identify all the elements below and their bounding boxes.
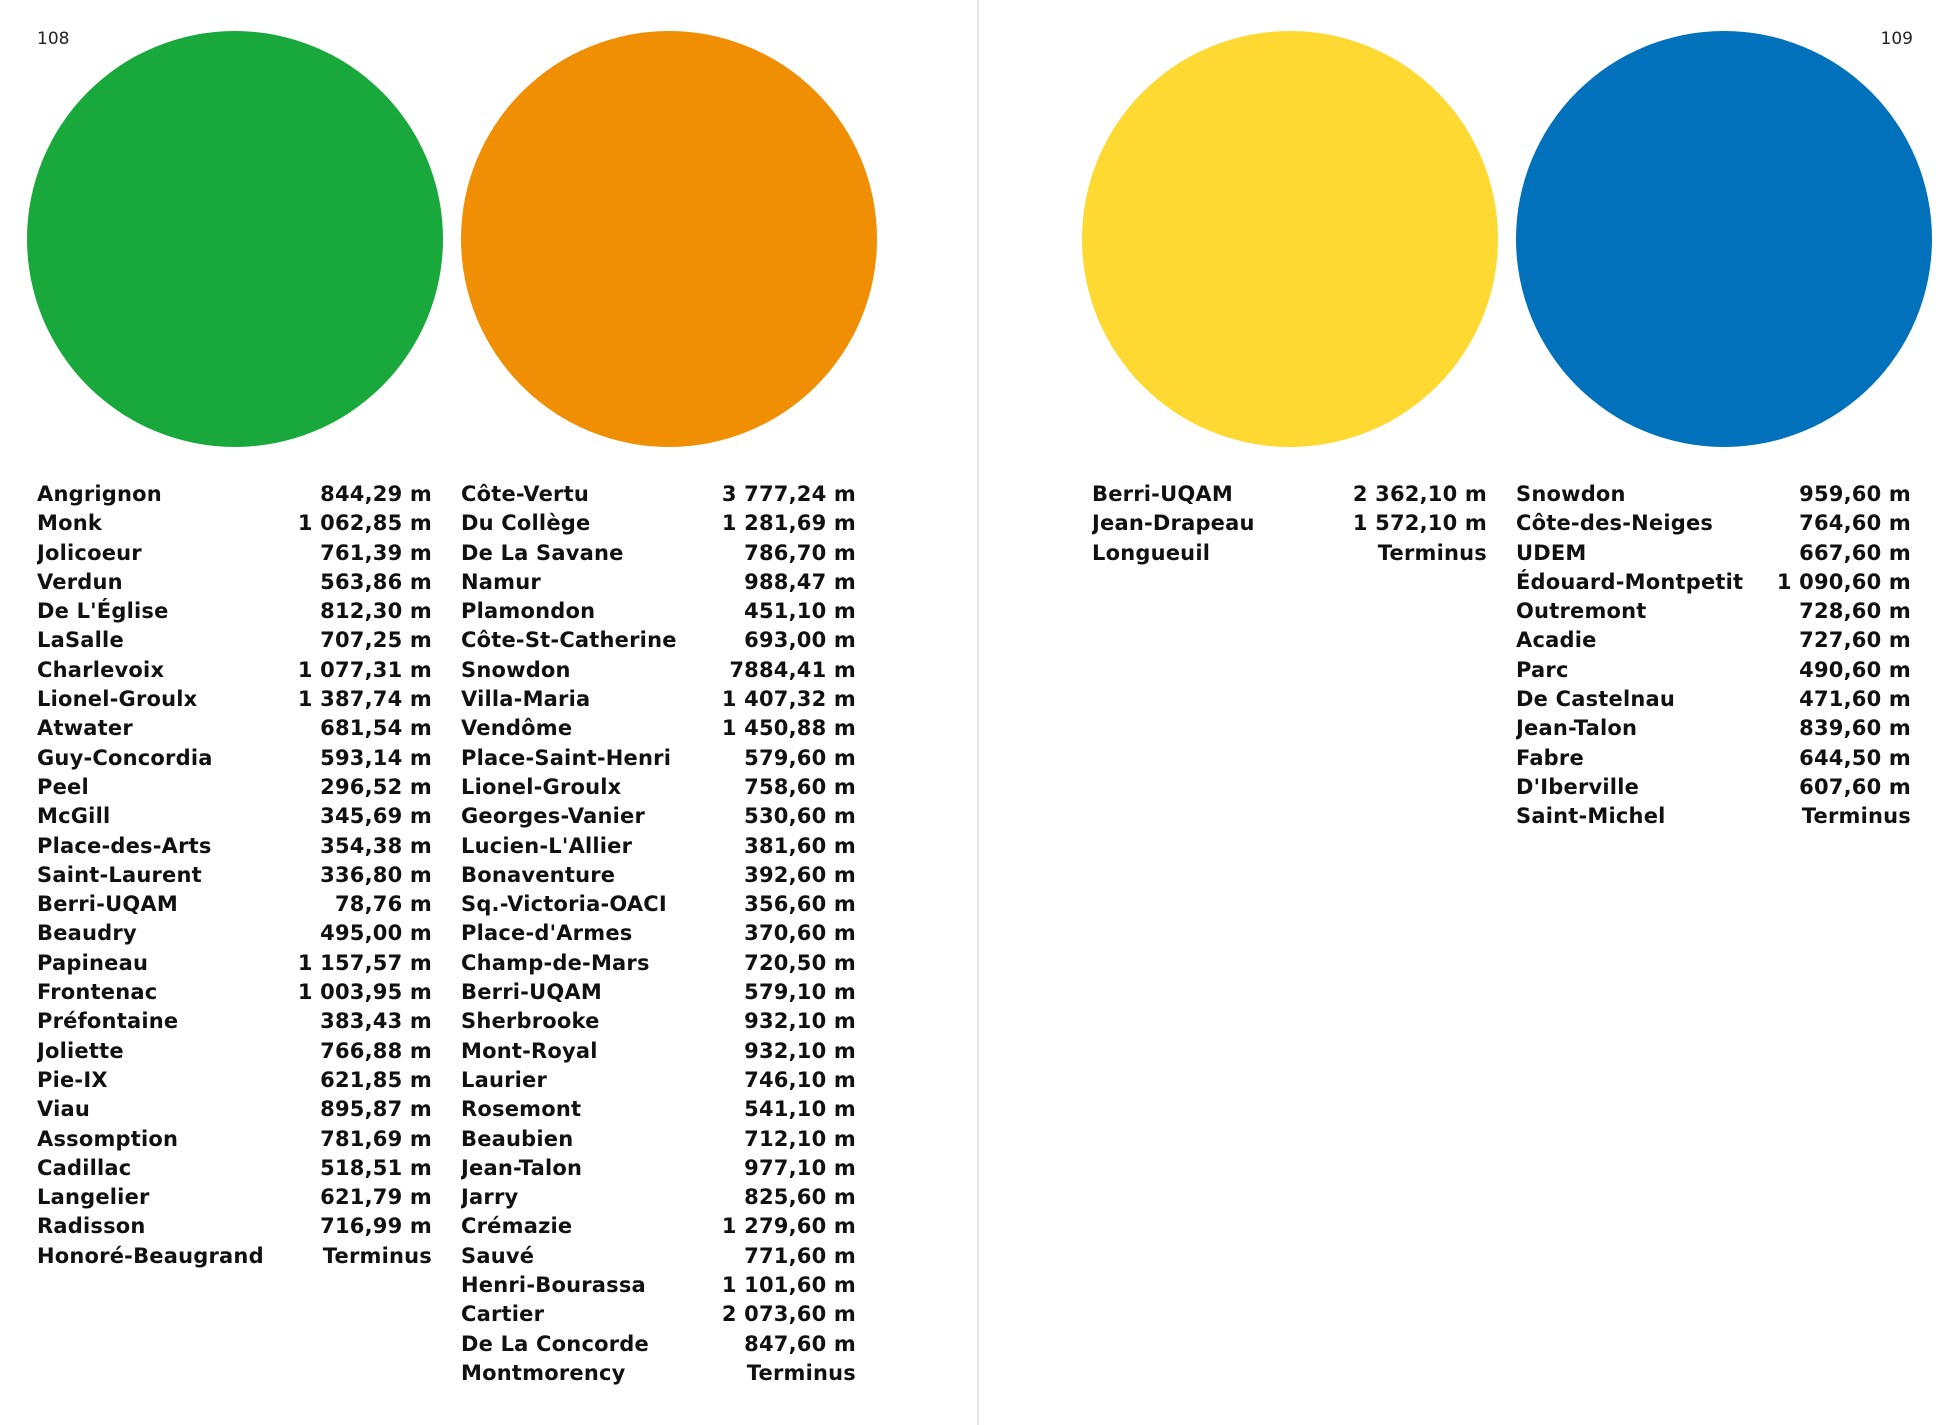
station-name: Montmorency [461,1360,626,1385]
station-name: Honoré-Beaugrand [37,1243,264,1268]
station-distance: 720,50 m [744,950,856,975]
station-row [1516,597,1911,626]
station-distance: 1 450,88 m [721,716,856,741]
station-distance: 758,60 m [744,774,856,799]
station-row [461,1242,856,1271]
station-distance: 781,69 m [320,1126,432,1151]
station-distance: 746,10 m [744,1067,856,1092]
station-distance: 932,10 m [744,1009,856,1034]
station-distance: 1 407,32 m [721,687,856,712]
station-row [1516,802,1911,831]
station-row [37,802,432,831]
station-row [37,978,432,1007]
station-row [1092,480,1487,509]
station-row [1516,509,1911,538]
station-name: Jean-Talon [1516,716,1638,741]
station-name: Henri-Bourassa [461,1273,646,1298]
line-1-circle [461,31,877,447]
station-distance: 2 073,60 m [721,1302,856,1327]
station-name: Atwater [37,716,133,741]
station-row [461,685,856,714]
station-distance: 1 062,85 m [297,511,432,536]
station-row [37,861,432,890]
station-name: Vendôme [461,716,573,741]
station-distance: 839,60 m [1799,716,1911,741]
station-row [37,1242,432,1271]
station-name: Côte-St-Catherine [461,628,677,653]
station-row [37,626,432,655]
station-distance: 345,69 m [320,804,432,829]
station-name: Cartier [461,1302,545,1327]
station-row [461,597,856,626]
station-name: Mont-Royal [461,1038,598,1063]
station-name: Assomption [37,1126,179,1151]
station-row [37,1095,432,1124]
station-distance: 786,70 m [744,540,856,565]
line-2-station-list [1092,480,1487,568]
station-row [461,773,856,802]
station-name: Fabre [1516,745,1584,770]
station-distance: 370,60 m [744,921,856,946]
station-row [37,1007,432,1036]
station-name: Saint-Laurent [37,862,202,887]
station-row [461,656,856,685]
station-distance: 728,60 m [1799,599,1911,624]
station-name: Outremont [1516,599,1647,624]
station-name: Guy-Concordia [37,745,213,770]
station-name: Préfontaine [37,1009,179,1034]
station-distance: 977,10 m [744,1155,856,1180]
station-name: Place-Saint-Henri [461,745,672,770]
station-row [1516,480,1911,509]
station-name: Crémazie [461,1214,573,1239]
station-row [461,949,856,978]
station-distance: 1 387,74 m [297,687,432,712]
station-distance: 716,99 m [320,1214,432,1239]
station-distance: 336,80 m [320,862,432,887]
station-distance: 707,25 m [320,628,432,653]
station-row [37,480,432,509]
station-distance: 761,39 m [320,540,432,565]
station-name: Longueuil [1092,540,1211,565]
station-row [37,509,432,538]
station-row [37,714,432,743]
station-name: Acadie [1516,628,1597,653]
station-name: Lionel-Groulx [37,687,198,712]
station-name: Rosemont [461,1097,582,1122]
station-distance: 593,14 m [320,745,432,770]
station-row [461,1037,856,1066]
station-distance: 1 572,10 m [1352,511,1487,536]
station-name: Radisson [37,1214,146,1239]
station-row [461,1271,856,1300]
station-distance: 847,60 m [744,1331,856,1356]
station-distance: 296,52 m [320,774,432,799]
station-name: Villa-Maria [461,687,591,712]
station-name: Sauvé [461,1243,535,1268]
station-name: Jarry [461,1185,519,1210]
station-row [37,685,432,714]
station-name: Jean-Drapeau [1092,511,1255,536]
station-name: Snowdon [1516,482,1626,506]
station-distance: 667,60 m [1799,540,1911,565]
station-row [461,861,856,890]
station-distance: 579,60 m [744,745,856,770]
station-name: Plamondon [461,599,596,624]
station-name: Peel [37,774,89,799]
station-distance: 530,60 m [744,804,856,829]
station-row [1516,714,1911,743]
station-distance: Terminus [746,1360,856,1385]
station-row [461,1125,856,1154]
station-distance: 1 077,31 m [297,657,432,682]
station-row [37,1183,432,1212]
station-row [37,773,432,802]
station-distance: 356,60 m [744,892,856,917]
station-name: Édouard-Montpetit [1516,569,1744,594]
station-row [461,626,856,655]
station-row [37,597,432,626]
station-row [1516,539,1911,568]
station-name: Langelier [37,1185,150,1210]
station-row [1092,509,1487,538]
station-distance: 78,76 m [334,892,432,917]
station-row [37,1212,432,1241]
station-distance: 1 281,69 m [721,511,856,536]
station-distance: 895,87 m [320,1097,432,1122]
station-distance: 771,60 m [744,1243,856,1268]
station-row [461,480,856,509]
station-distance: 1 090,60 m [1776,569,1911,594]
station-distance: 825,60 m [744,1185,856,1210]
station-row [461,1154,856,1183]
station-row [37,539,432,568]
station-distance: 932,10 m [744,1038,856,1063]
station-distance: 1 003,95 m [297,980,432,1005]
station-distance: Terminus [1377,540,1487,565]
station-row [1092,539,1487,568]
station-name: De La Savane [461,540,624,565]
station-name: Cadillac [37,1155,132,1180]
station-row [461,568,856,597]
station-name: Frontenac [37,980,158,1005]
page-gutter [977,0,979,1425]
station-distance: 3 777,24 m [721,482,856,506]
station-row [1516,656,1911,685]
line-0-station-list [37,480,432,1271]
station-distance: 381,60 m [744,833,856,858]
station-row [37,919,432,948]
station-distance: 844,29 m [320,482,432,506]
line-1-station-list [461,480,856,1388]
station-distance: 988,47 m [744,569,856,594]
station-name: Place-des-Arts [37,833,212,858]
station-distance: 518,51 m [320,1155,432,1180]
station-distance: 644,50 m [1799,745,1911,770]
station-distance: 766,88 m [320,1038,432,1063]
station-name: Côte-des-Neiges [1516,511,1714,536]
station-row [461,1007,856,1036]
station-name: Beaubien [461,1126,574,1151]
station-name: Lionel-Groulx [461,774,622,799]
station-distance: 621,85 m [320,1067,432,1092]
station-row [461,744,856,773]
station-distance: 681,54 m [320,716,432,741]
line-0-circle [27,31,443,447]
station-row [461,539,856,568]
station-row [37,1154,432,1183]
station-name: Champ-de-Mars [461,950,650,975]
station-row [37,832,432,861]
station-row [461,919,856,948]
station-name: Pie-IX [37,1067,108,1092]
station-row [1516,773,1911,802]
station-row [37,949,432,978]
station-distance: 490,60 m [1799,657,1911,682]
station-distance: Terminus [1801,804,1911,829]
station-distance: 383,43 m [320,1009,432,1034]
station-row [37,1066,432,1095]
station-name: Du Collège [461,511,591,536]
page-number-right: 109 [1880,29,1913,49]
station-distance: Terminus [322,1243,432,1268]
station-distance: 451,10 m [744,599,856,624]
station-distance: 607,60 m [1799,774,1911,799]
station-distance: 693,00 m [744,628,856,653]
station-name: Berri-UQAM [461,980,602,1005]
station-name: Papineau [37,950,149,975]
station-name: LaSalle [37,628,124,653]
station-distance: 354,38 m [320,833,432,858]
station-row [461,802,856,831]
station-distance: 471,60 m [1799,687,1911,712]
station-distance: 764,60 m [1799,511,1911,536]
station-distance: 1 279,60 m [721,1214,856,1239]
station-row [37,744,432,773]
station-name: Berri-UQAM [1092,482,1233,506]
station-row [37,1125,432,1154]
station-distance: 812,30 m [320,599,432,624]
station-row [461,832,856,861]
line-2-circle [1082,31,1498,447]
station-name: Jean-Talon [461,1155,583,1180]
station-name: De Castelnau [1516,687,1676,712]
station-name: Monk [37,511,103,536]
station-row [461,1330,856,1359]
station-row [461,890,856,919]
station-name: Berri-UQAM [37,892,178,917]
station-name: Sherbrooke [461,1009,600,1034]
station-name: Côte-Vertu [461,482,589,506]
station-name: Charlevoix [37,657,165,682]
station-distance: 579,10 m [744,980,856,1005]
station-row [37,568,432,597]
station-name: Viau [37,1097,91,1122]
station-row [461,714,856,743]
station-distance: 2 362,10 m [1352,482,1487,506]
line-3-circle [1516,31,1932,447]
station-name: Parc [1516,657,1569,682]
station-distance: 712,10 m [744,1126,856,1151]
station-row [37,1037,432,1066]
station-row [461,978,856,1007]
station-name: Beaudry [37,921,137,946]
station-row [1516,568,1911,597]
page-number-left: 108 [37,29,70,49]
station-row [461,1066,856,1095]
station-name: Saint-Michel [1516,804,1666,829]
station-name: Lucien-L'Allier [461,833,633,858]
station-distance: 727,60 m [1799,628,1911,653]
station-name: Joliette [37,1038,124,1063]
station-name: De La Concorde [461,1331,649,1356]
station-row [461,1359,856,1388]
station-row [461,1212,856,1241]
station-distance: 1 101,60 m [721,1273,856,1298]
station-row [37,656,432,685]
station-row [37,890,432,919]
station-row [461,1183,856,1212]
station-row [1516,744,1911,773]
station-row [461,1095,856,1124]
station-name: McGill [37,804,111,829]
station-name: Sq.-Victoria-OACI [461,892,667,917]
station-distance: 392,60 m [744,862,856,887]
station-name: Jolicoeur [37,540,142,565]
station-name: Laurier [461,1067,548,1092]
station-name: D'Iberville [1516,774,1640,799]
station-distance: 621,79 m [320,1185,432,1210]
station-distance: 7884,41 m [729,657,856,682]
station-distance: 959,60 m [1799,482,1911,506]
station-name: Georges-Vanier [461,804,646,829]
station-name: Snowdon [461,657,571,682]
station-row [461,1300,856,1329]
line-3-station-list [1516,480,1911,832]
station-name: De L'Église [37,599,169,624]
station-distance: 1 157,57 m [297,950,432,975]
station-distance: 541,10 m [744,1097,856,1122]
station-row [1516,626,1911,655]
station-name: UDEM [1516,540,1587,565]
station-name: Namur [461,569,541,594]
station-name: Place-d'Armes [461,921,633,946]
station-row [1516,685,1911,714]
station-name: Bonaventure [461,862,616,887]
station-row [461,509,856,538]
station-name: Angrignon [37,482,162,506]
station-name: Verdun [37,569,123,594]
station-distance: 563,86 m [320,569,432,594]
station-distance: 495,00 m [320,921,432,946]
